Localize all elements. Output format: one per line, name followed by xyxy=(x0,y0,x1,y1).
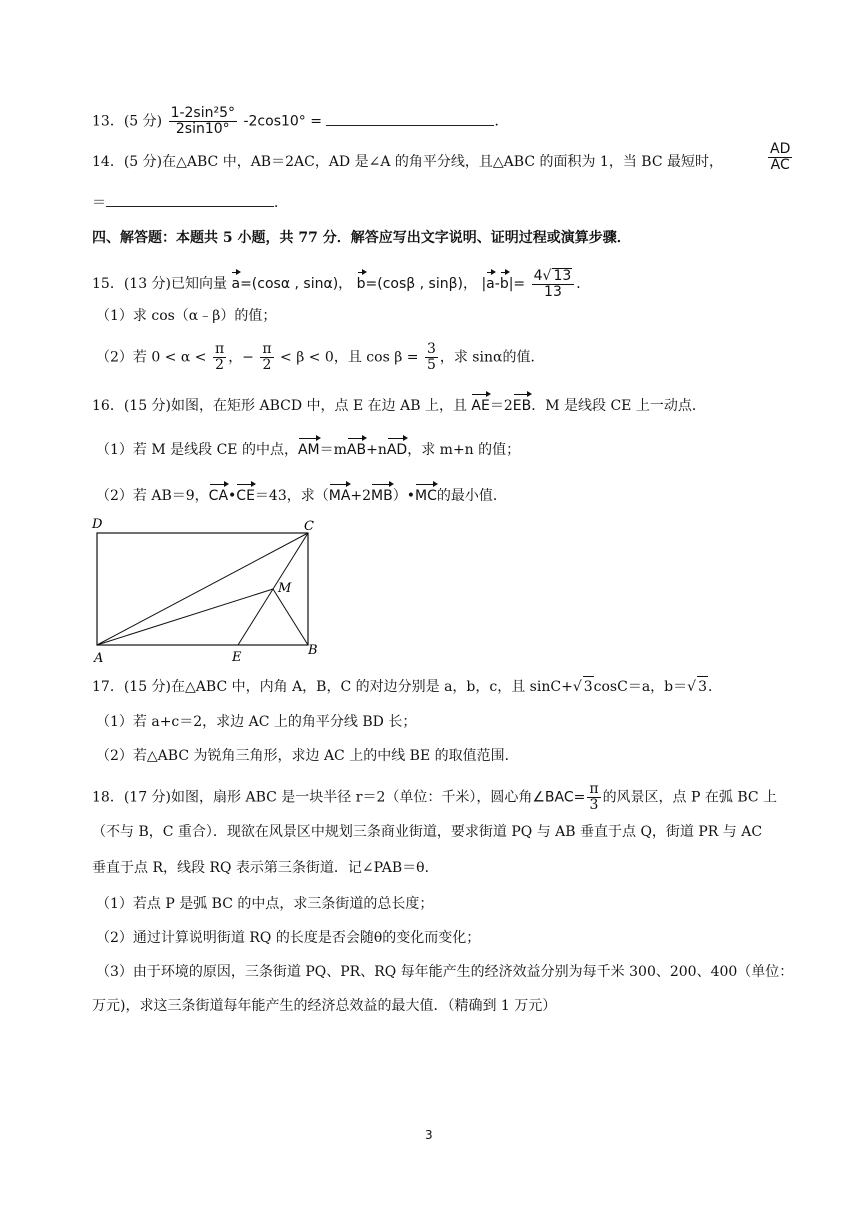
q17-number: 17 xyxy=(92,679,110,695)
q16-p2-end: 的最小值． xyxy=(436,488,507,504)
q16-part-1 xyxy=(96,436,520,460)
q18-pi-over-3 xyxy=(587,782,600,813)
five-den: 5 xyxy=(426,357,436,373)
q18-line1-end: 的风景区，点 P 在弧 BC 上 xyxy=(602,789,778,806)
q15-score: (13 分) xyxy=(123,276,172,292)
mod-vector-a: a xyxy=(486,270,495,294)
q17-part-1: （1）若 a+c＝2，求边 AC 上的角平分线 BD 长； xyxy=(96,714,417,730)
vector-b: b xyxy=(357,270,366,294)
two-den: 2 xyxy=(215,357,225,373)
q15-intro: 已知向量 xyxy=(171,276,228,292)
q14-eq: ＝ xyxy=(92,195,106,211)
q18-pi: π xyxy=(589,781,599,797)
q18-part-3: （3）由于环境的原因，三条街道 PQ、PR、RQ 每年能产生的经济效益分别为每千米 300、200、400（单位： xyxy=(96,964,794,980)
vector-a: a xyxy=(231,270,240,294)
rectangle-figure xyxy=(86,514,326,666)
vec-CA: CA xyxy=(209,482,228,506)
q16-tail: ．M 是线段 CE 上一动点． xyxy=(531,398,706,414)
q16-p2-plus: +2 xyxy=(350,488,372,504)
q17-line1-end: ． xyxy=(707,679,722,695)
label-B: B xyxy=(308,643,318,658)
label-C: C xyxy=(304,519,314,534)
q13-fraction xyxy=(169,106,237,137)
question-15: 15．(13 分)已知向量 a=(cosα , sinα)， b=(cosβ , sinβ)， |a-b|= $\frac{4√ 13}{13}$ ． xyxy=(92,268,591,300)
q18-angle-label: ∠BAC= xyxy=(532,789,586,806)
segment-AM xyxy=(97,589,273,645)
q15-value-numerator: 4√ 13 xyxy=(532,268,575,285)
q15-p2-mid2: < β < 0，且 cos β = xyxy=(280,349,419,366)
q13-score: (5 分) xyxy=(123,113,163,130)
q17-line1-mid: cosC＝a，b＝ xyxy=(593,679,688,695)
q15-number: 15 xyxy=(92,276,110,292)
q13-frac-numerator: 1-2sin²5° xyxy=(170,105,236,121)
section-4-heading: 四、解答题：本题共 5 小题，共 77 分．解答应写出文字说明、证明过程或演算步骤． xyxy=(92,230,631,246)
mod-minus: - xyxy=(494,276,500,292)
three-num: 3 xyxy=(426,341,436,357)
q13-answer-blank xyxy=(326,111,494,126)
q15-p2-pre: （2）若 0 < α < xyxy=(96,349,207,366)
vec-AM: AM xyxy=(298,436,320,460)
vec-MC: MC xyxy=(415,482,437,506)
q15-value-denominator: 13 xyxy=(544,284,562,300)
q16-p1-plus: +n xyxy=(366,442,387,458)
q14-answer-blank xyxy=(106,192,274,207)
q16-p1-end: ，求 m+n 的值； xyxy=(407,442,521,458)
q15-part-1: （1）求 cos（α﹣β）的值； xyxy=(96,308,277,324)
q15-part-2 xyxy=(96,342,544,373)
pi-num: π xyxy=(214,341,225,357)
q15-mod-left: | xyxy=(481,276,487,292)
vec-CE: CE xyxy=(236,482,255,506)
q16-score: (15 分) xyxy=(123,398,172,414)
q16-p2-close: ）• xyxy=(392,488,415,504)
q18-part-1: （1）若点 P 是弧 BC 的中点，求三条街道的总长度； xyxy=(96,896,434,912)
q15-mod-right: |= xyxy=(508,276,526,292)
q15-value-fraction xyxy=(532,268,575,300)
two-den-2: 2 xyxy=(262,357,272,373)
mod-vector-b: b xyxy=(500,270,509,294)
segment-AC xyxy=(97,533,308,645)
q16-eq2: ＝2 xyxy=(489,398,513,414)
q13-frac-denominator: 2sin10° xyxy=(175,121,230,137)
vec-AD: AD xyxy=(387,436,407,460)
q18-three: 3 xyxy=(589,797,599,813)
q15-num-coef: 4 xyxy=(533,268,543,284)
segment-MB xyxy=(273,589,308,645)
q17-part-2: （2）若△ABC 为锐角三角形，求边 AC 上的中线 BE 的取值范围． xyxy=(96,748,519,764)
q18-line1-pre: 如图，扇形 ABC 是一块半径 r＝2（单位：千米），圆心角 xyxy=(171,789,533,806)
q14-frac-numerator: AD xyxy=(770,141,791,157)
q14-fraction xyxy=(768,142,792,173)
question-14: 14．(5 分)在△ABC 中，AB＝2AC，AD 是∠A 的角平分线，且△ABC 的面积为 1，当 BC 最短时， xyxy=(92,154,724,170)
q17-score: (15 分) xyxy=(123,679,172,695)
vec-MA: MA xyxy=(329,482,351,506)
page-number: 3 xyxy=(425,1128,433,1142)
q14-frac-denominator: AC xyxy=(770,157,790,173)
vec-AB: AB xyxy=(347,436,366,460)
q17-line1-pre: 在△ABC 中，内角 A，B，C 的对边分别是 a，b，c，且 sinC+ xyxy=(171,679,573,695)
q16-p2-pre: （2）若 AB＝9， xyxy=(96,488,209,504)
label-A: A xyxy=(94,651,104,666)
q16-p2-eq: ＝43，求（ xyxy=(254,488,329,504)
q18-line-3: 垂直于点 R，线段 RQ 表示第三条街道．记∠PAB＝θ． xyxy=(92,860,439,876)
q18-part-2: （2）通过计算说明街道 RQ 的长度是否会随θ的变化而变化； xyxy=(96,930,481,946)
q14-text: 在△ABC 中，AB＝2AC，AD 是∠A 的角平分线，且△ABC 的面积为 1，当 BC 最短时， xyxy=(162,154,724,170)
q14-number: 14 xyxy=(92,154,110,170)
question-16: 16．(15 分)如图，在矩形 ABCD 中，点 E 在边 AB 上，且 AE＝2EB．M 是线段 CE 上一动点． xyxy=(92,392,706,416)
question-13: 13．(5 分) $\frac{\text{1-2sin²5°}}{2\sin 10^\circ}$ -2cos10° = ． xyxy=(92,105,509,137)
pi-num-2: π xyxy=(262,341,272,357)
q15-three-fifths xyxy=(425,342,438,373)
q16-dot: • xyxy=(228,488,237,504)
q15-pi-over-2 xyxy=(213,342,226,373)
q18-line-2: （不与 B，C 重合）．现欲在风景区中规划三条商业街道，要求街道 PQ 与 AB 垂直于点 Q，街道 PR 与 AC xyxy=(92,824,763,840)
vec-EB: EB xyxy=(513,392,531,416)
q17-sqrt3-b: 3 xyxy=(697,676,708,697)
q15-num-radicand: 13 xyxy=(553,268,572,284)
q14-answer-line: ＝ ． xyxy=(92,192,288,213)
q13-tail: -2cos10° = xyxy=(243,113,322,130)
vec-AE: AE xyxy=(471,392,489,416)
q15-p2-mid: ，− xyxy=(228,349,254,366)
q16-intro: 如图，在矩形 ABCD 中，点 E 在边 AB 上，且 xyxy=(171,398,467,414)
q18-part-3b: 万元)，求这三条街道每年能产生的经济总效益的最大值．（精确到 1 万元） xyxy=(92,998,557,1014)
vector-a-value: =(cosα , sinα)， xyxy=(240,276,353,292)
q16-part-2 xyxy=(96,482,507,506)
q15-neg-pi-over-2 xyxy=(260,342,273,373)
label-D: D xyxy=(92,517,103,532)
vector-b-value: =(cosβ , sinβ)， xyxy=(365,276,477,292)
question-18: 18．(17 分)如图，扇形 ABC 是一块半径 r＝2（单位：千米），圆心角∠BAC= $\frac{\pi}{3}$ 的风景区，点 P 在弧 BC 上 xyxy=(92,781,778,813)
label-E: E xyxy=(232,650,242,665)
q14-score: (5 分) xyxy=(123,154,163,170)
q18-score: (17 分) xyxy=(123,789,172,806)
question-17: 17．(15 分)在△ABC 中，内角 A，B，C 的对边分别是 a，b，c，且 sinC+√ 3cosC＝a，b＝√ 3． xyxy=(92,676,722,697)
vec-MB: MB xyxy=(371,482,393,506)
q16-p1-eq: ＝m xyxy=(319,442,347,458)
q18-number: 18 xyxy=(92,789,110,806)
q14-fraction-wrap xyxy=(766,142,794,173)
q17-sqrt3-a: 3 xyxy=(583,676,594,697)
q16-p1-pre: （1）若 M 是线段 CE 的中点， xyxy=(96,442,298,458)
label-M: M xyxy=(278,581,292,596)
q13-number: 13 xyxy=(92,113,110,130)
q15-p2-end: ，求 sinα的值． xyxy=(439,349,545,366)
q16-number: 16 xyxy=(92,398,110,414)
